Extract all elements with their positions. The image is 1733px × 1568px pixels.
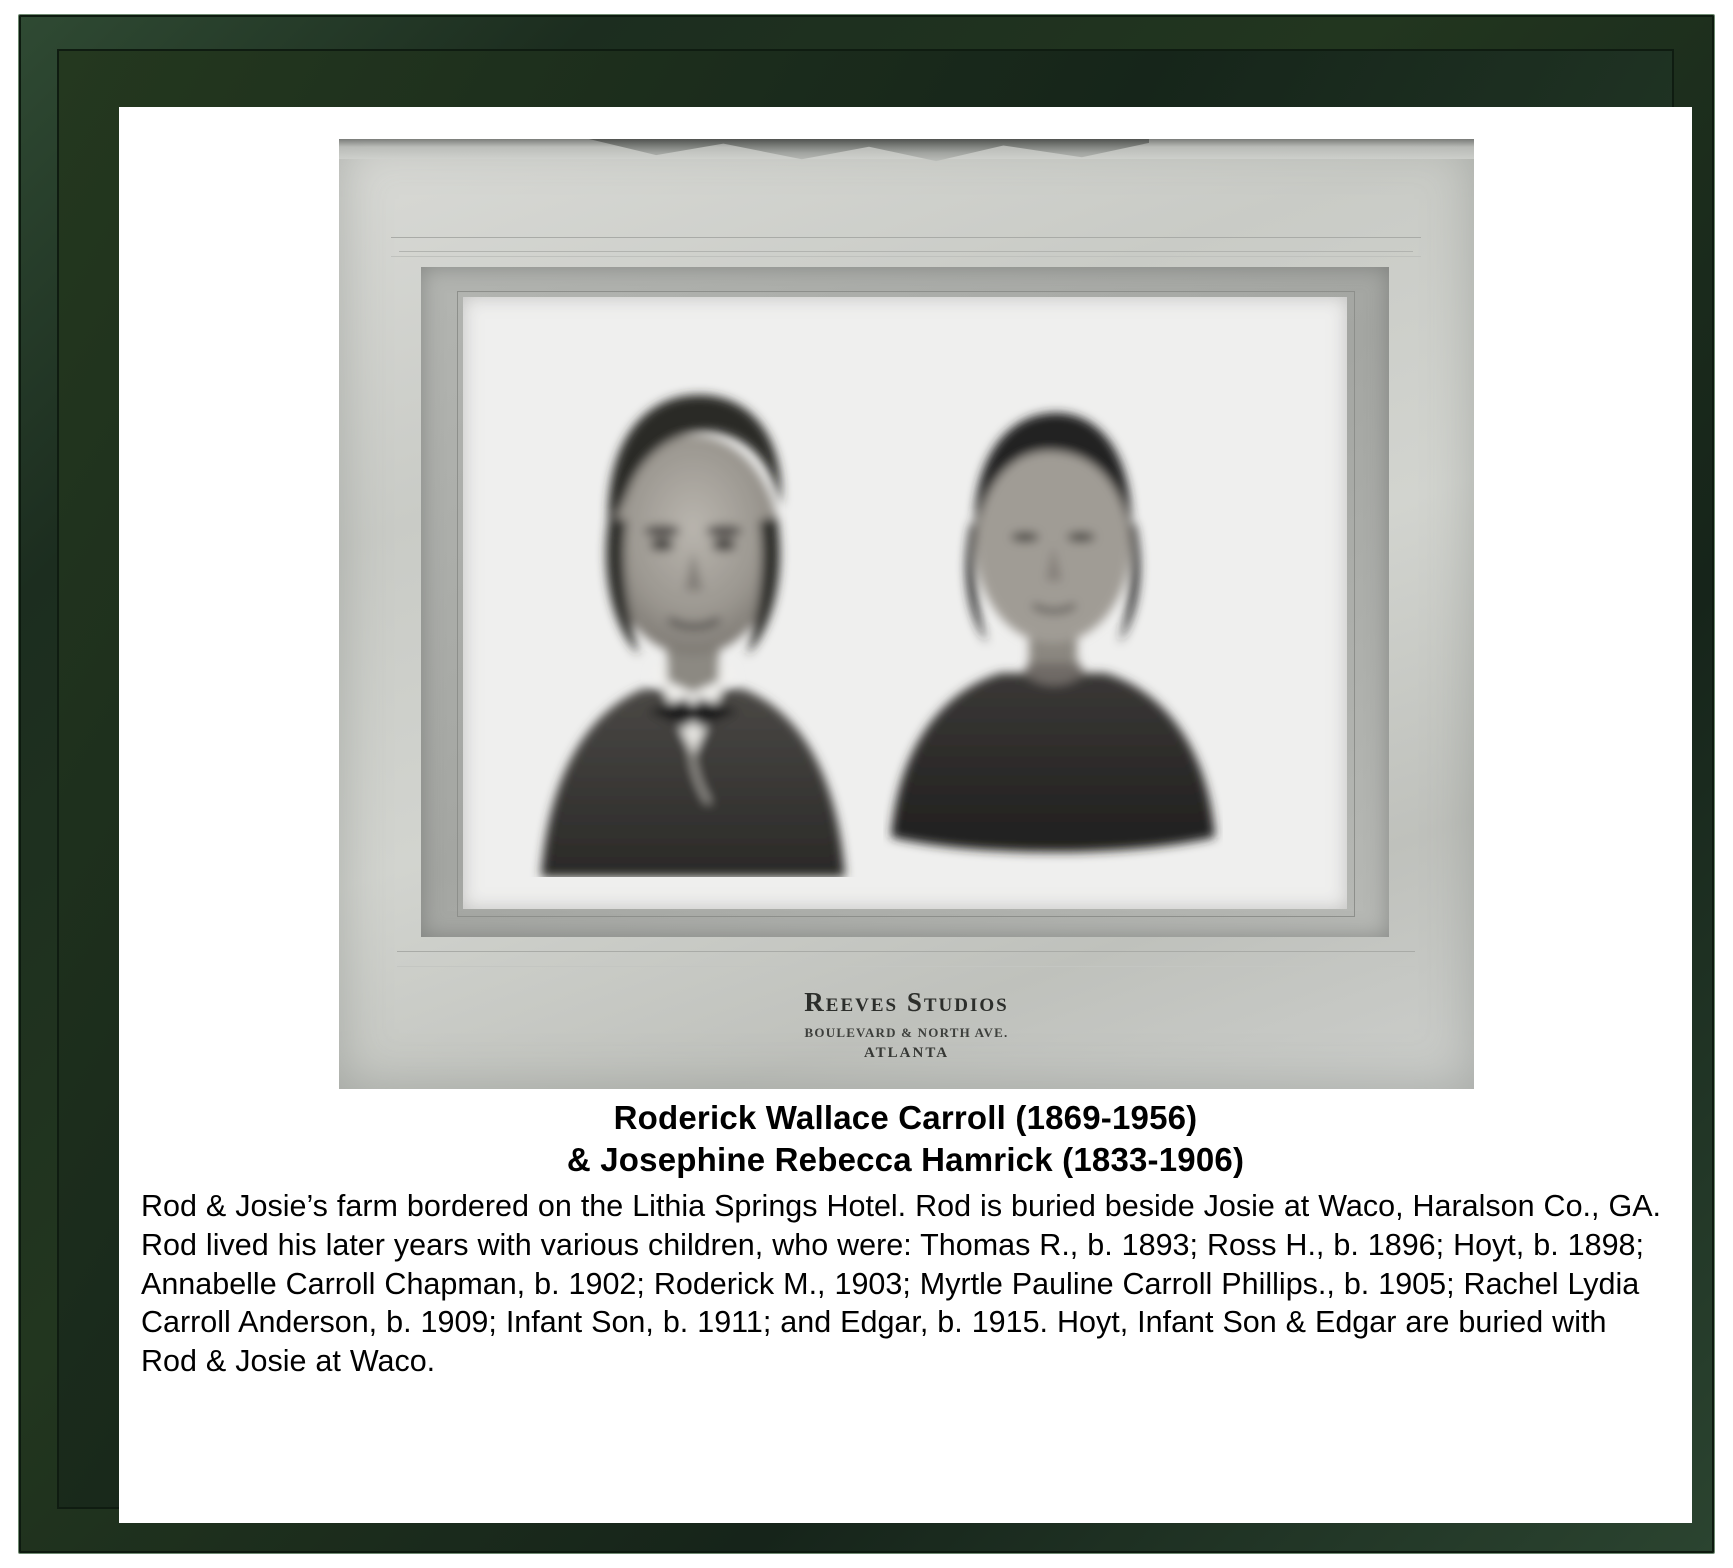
caption-title-line-2: & Josephine Rebecca Hamrick (1833-1906) [566, 1141, 1245, 1179]
photo-image-area [463, 297, 1347, 909]
studio-imprint [339, 987, 1474, 1062]
portrait-man [523, 337, 863, 877]
decorative-outer-frame [18, 14, 1715, 1554]
caption-body: Rod & Josie’s farm bordered on the Lithia Springs Hotel. Rod is buried beside Josie at Waco, Haralson Co., GA. Rod lived his later years with various children, who were: Thomas R., b. 1893; Ross H., b. 1896; Hoyt, b. 1898; Annabelle Carroll Chapman, b. 1902; Roderick M., 1903; Myrtle Pauline Carroll Phillips., b. 1905; Rachel Lydia Carroll Anderson, b. 1909; Infant Son, b. 1911; and Edgar, b. 1915. Hoyt, Infant Son & Edgar are buried with Rod & Josie at Waco. [141, 1189, 1662, 1378]
studio-name: Reeves Studios [804, 987, 1009, 1017]
studio-address: BOULEVARD & NORTH AVE. [804, 1025, 1009, 1040]
portrait-woman [883, 337, 1223, 877]
card-embossed-line-upper-2 [399, 251, 1413, 262]
decorative-inner-frame [57, 49, 1674, 1509]
card-embossed-line-lower [397, 951, 1415, 967]
photograph-card [339, 139, 1474, 1089]
caption-title [119, 1097, 1692, 1181]
document-page [119, 107, 1692, 1523]
studio-city: ATLANTA [863, 1045, 950, 1061]
caption-block [119, 1097, 1692, 1380]
photo-mat [421, 267, 1389, 937]
caption-title-line-1: Roderick Wallace Carroll (1869-1956) [613, 1099, 1198, 1136]
